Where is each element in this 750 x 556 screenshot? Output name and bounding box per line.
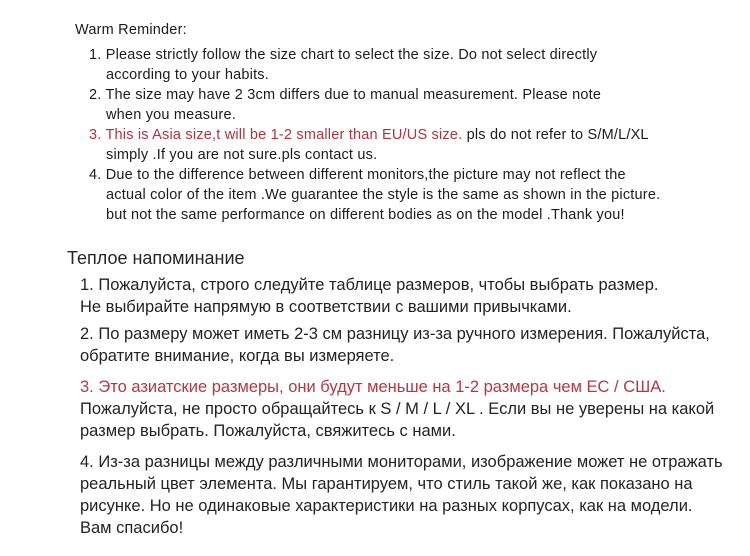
list-item-en-4 xyxy=(89,165,725,225)
english-section xyxy=(75,20,725,225)
reminder-line: Пожалуйста, не просто обращайтесь к S / M / L / XL . Если вы не уверены на какой xyxy=(80,400,715,418)
thank-you-line: Вам спасибо! xyxy=(80,519,184,537)
asia-size-warning-red-text: 3. This is Asia size,t will be 1-2 smaller than EU/US size. xyxy=(89,127,463,143)
reminder-line: размер выбрать. Пожалуйста, свяжитесь с нами. xyxy=(80,422,456,440)
reminder-line: simply .If you are not sure.pls contact us. xyxy=(106,147,378,163)
list-item-ru-2 xyxy=(80,323,727,367)
reminder-line: 2. The size may have 2 3cm differs due to manual measurement. Please note xyxy=(89,87,602,103)
reminder-line: 2. По размеру может иметь 2-3 см разницу из-за ручного измерения. Пожалуйста, xyxy=(80,325,710,343)
reminder-line-fragment: pls do not refer to S/M/L/XL xyxy=(466,127,649,143)
list-item-en-1 xyxy=(89,45,725,85)
list-item-ru-4 xyxy=(80,451,727,539)
english-list xyxy=(89,45,725,225)
reminder-line: 1. Please strictly follow the size chart to select the size. Do not select directly xyxy=(89,47,598,63)
reminder-line: according to your habits. xyxy=(106,67,269,83)
list-item-en-3 xyxy=(89,125,725,165)
reminder-line: 1. Пожалуйста, строго следуйте таблице размеров, чтобы выбрать размер. xyxy=(80,276,659,294)
list-item-ru-3 xyxy=(80,376,727,442)
asia-size-warning-red-text-ru: 3. Это азиатские размеры, они будут меньше на 1-2 размера чем ЕС / США. xyxy=(80,378,666,396)
reminder-line: обратите внимание, когда вы измеряете. xyxy=(80,347,395,365)
reminder-line xyxy=(89,125,725,145)
reminder-line: when you measure. xyxy=(106,107,236,123)
reminder-line: actual color of the item .We guarantee the style is the same as shown in the picture. xyxy=(106,187,661,203)
reminder-line: реальный цвет элемента. Мы гарантируем, что стиль такой же, как показано на xyxy=(80,475,693,493)
russian-list xyxy=(80,274,727,539)
russian-heading: Теплое напоминание xyxy=(67,248,245,268)
reminder-line: рисунке. Но не одинаковые характеристики на разных корпусах, как на модели. xyxy=(80,497,693,515)
reminder-line: 4. Due to the difference between different monitors,the picture may not reflect the xyxy=(89,167,626,183)
reminder-line: but not the same performance on different bodies as on the model .Thank you! xyxy=(106,207,625,223)
reminder-line: 4. Из-за разницы между различными мониторами, изображение может не отражать xyxy=(80,453,723,471)
english-heading: Warm Reminder: xyxy=(75,22,187,38)
russian-section xyxy=(67,246,727,539)
list-item-en-2 xyxy=(89,85,725,125)
list-item-ru-1 xyxy=(80,274,727,318)
reminder-line: Не выбирайте напрямую в соответствии с вашими привычками. xyxy=(80,298,572,316)
